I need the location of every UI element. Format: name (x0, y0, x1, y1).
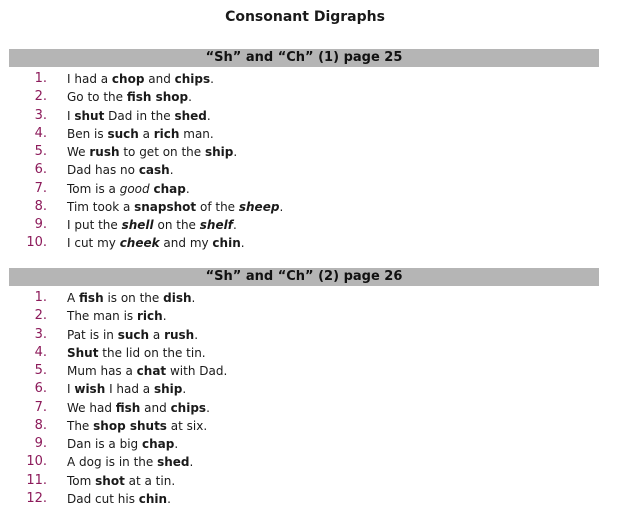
text-segment: I (67, 382, 75, 397)
text-segment: a (149, 327, 165, 342)
item-number: 2. (34, 308, 47, 324)
digraph-word: shelf (199, 218, 233, 232)
digraph-word: wish (74, 382, 106, 397)
list-item (9, 362, 599, 380)
text-segment: and my (159, 236, 213, 251)
text-segment: I cut my (67, 236, 120, 251)
item-number: 2. (34, 89, 47, 105)
item-number: 7. (34, 399, 47, 415)
digraph-word: shot (95, 473, 125, 488)
digraph-word: rush (89, 145, 120, 159)
sentence-text (67, 472, 175, 490)
digraph-word: chin (212, 236, 241, 251)
digraph-word: fish shop (126, 90, 189, 105)
sentence-text (67, 380, 186, 398)
sentence-text (67, 234, 245, 252)
text-segment: Go to the (67, 90, 127, 105)
digraph-word: shed (157, 455, 190, 470)
digraph-word: ship (204, 145, 234, 159)
text-segment: . (194, 327, 199, 342)
item-number: 12. (26, 490, 47, 506)
digraph-word: Shut (67, 345, 99, 360)
list-item (9, 472, 599, 490)
digraph-word: good (119, 181, 150, 196)
text-segment: . (182, 382, 187, 397)
digraph-word: shed (174, 108, 207, 123)
digraph-word: dish (163, 291, 192, 305)
digraph-word: chap (141, 437, 175, 451)
text-segment: . (162, 309, 167, 324)
text-segment: A (67, 291, 80, 305)
text-segment: . (185, 181, 190, 196)
digraph-word: snapshot (134, 199, 197, 214)
digraph-word: such (117, 327, 150, 342)
item-number: 11. (26, 472, 47, 488)
item-number: 8. (34, 198, 47, 214)
sentence-text (67, 107, 211, 125)
list-item (9, 326, 599, 344)
text-segment: . (174, 437, 179, 451)
list-item (9, 307, 599, 325)
text-segment: a (138, 126, 154, 141)
text-segment: We (67, 145, 90, 159)
text-segment: A dog is in the (67, 455, 158, 470)
text-segment: to get on the (119, 145, 205, 159)
sentence-text (67, 161, 174, 179)
text-segment: We had (67, 400, 116, 415)
sentence-text (67, 289, 195, 307)
text-segment: and (140, 400, 171, 415)
digraph-word: chips (170, 400, 207, 415)
text-segment: . (279, 199, 284, 214)
exercise-section-1 (9, 49, 599, 253)
text-segment: Dad in the (104, 108, 175, 123)
item-number: 9. (34, 436, 47, 451)
text-segment: at six. (166, 418, 208, 433)
digraph-word: sheep (238, 199, 280, 214)
list-item (9, 125, 599, 143)
text-segment: with Dad. (166, 364, 228, 378)
item-number: 8. (34, 417, 47, 433)
text-segment: Ben is (67, 126, 108, 141)
text-segment: . (232, 218, 237, 232)
list-item (9, 453, 599, 471)
text-segment: of the (196, 199, 239, 214)
section-header: “Sh” and “Ch” (1) page 25 (9, 49, 599, 67)
text-segment: The (67, 418, 94, 433)
sentence-text (67, 143, 237, 161)
text-segment: . (206, 400, 210, 415)
sentence-text (67, 180, 190, 198)
text-segment: Dad has no (67, 163, 139, 178)
list-item (9, 289, 599, 307)
item-number: 1. (34, 71, 47, 86)
text-segment: . (210, 72, 214, 86)
item-number: 3. (34, 107, 47, 123)
text-segment: The man is (67, 309, 137, 324)
item-number: 3. (34, 326, 47, 342)
digraph-word: chop (111, 72, 145, 86)
digraph-word: chap (153, 181, 186, 196)
list-item (9, 88, 599, 106)
list-item (9, 344, 599, 362)
text-segment: . (189, 455, 194, 470)
digraph-word: such (107, 126, 139, 141)
list-item (9, 417, 599, 435)
text-segment: I had a (67, 72, 112, 86)
list-item (9, 490, 599, 508)
text-segment: on the (153, 218, 200, 232)
sentence-text (67, 490, 171, 508)
list-item (9, 435, 599, 453)
text-segment: Mum has a (67, 364, 137, 378)
list-item (9, 107, 599, 125)
text-segment: . (167, 491, 171, 506)
text-segment: Tim took a (67, 199, 135, 214)
sentence-text (67, 453, 193, 471)
text-segment: and (144, 72, 175, 86)
digraph-word: shop shuts (93, 418, 167, 433)
item-number: 7. (34, 180, 47, 196)
text-segment: man. (179, 126, 214, 141)
section-header: “Sh” and “Ch” (2) page 26 (9, 268, 599, 286)
item-number: 6. (34, 381, 47, 397)
sentence-text (67, 399, 210, 417)
text-segment: . (188, 90, 192, 105)
item-number: 9. (34, 217, 47, 232)
digraph-word: rich (153, 126, 180, 141)
item-number: 6. (34, 162, 47, 178)
digraph-word: ship (153, 382, 183, 397)
item-number: 1. (34, 290, 47, 305)
item-number: 5. (34, 144, 47, 159)
sentence-text (67, 198, 283, 216)
page-title: Consonant Digraphs (225, 9, 385, 25)
list-item (9, 180, 599, 198)
sentence-text (67, 344, 206, 362)
text-segment: . (233, 145, 238, 159)
sentence-text (67, 307, 167, 325)
list-item (9, 216, 599, 234)
sentence-list (9, 70, 599, 253)
text-segment: . (206, 108, 211, 123)
text-segment: is on the (103, 291, 164, 305)
text-segment: Dad cut his (67, 491, 139, 506)
exercise-section-2 (9, 268, 599, 508)
digraph-word: chin (138, 491, 168, 506)
list-item (9, 234, 599, 252)
digraph-word: chat (136, 364, 167, 378)
item-number: 10. (26, 454, 47, 470)
digraph-word: rush (164, 327, 195, 342)
text-segment: at a tin. (124, 473, 176, 488)
text-segment: I put the (67, 218, 122, 232)
sentence-list (9, 289, 599, 508)
sentence-text (67, 125, 214, 143)
sentence-text (67, 70, 214, 88)
digraph-word: cheek (119, 236, 160, 251)
sentence-text (67, 88, 192, 106)
digraph-word: cash (138, 163, 170, 178)
text-segment: . (240, 236, 245, 251)
sentence-text (67, 216, 237, 234)
digraph-word: shell (121, 218, 154, 232)
list-item (9, 198, 599, 216)
digraph-word: rich (137, 309, 163, 324)
sentence-text (67, 326, 198, 344)
item-number: 10. (26, 235, 47, 251)
list-item (9, 399, 599, 417)
text-segment: the lid on the tin. (98, 345, 206, 360)
list-item (9, 70, 599, 88)
list-item (9, 143, 599, 161)
text-segment: . (169, 163, 174, 178)
digraph-word: chips (174, 72, 211, 86)
text-segment: Tom is a (67, 181, 120, 196)
text-segment: Tom (67, 473, 96, 488)
text-segment: Dan is a big (67, 437, 142, 451)
digraph-word: fish (115, 400, 141, 415)
item-number: 5. (34, 363, 47, 378)
sentence-text (67, 362, 227, 380)
list-item (9, 161, 599, 179)
list-item (9, 380, 599, 398)
text-segment: . (191, 291, 196, 305)
text-segment: Pat is in (67, 327, 118, 342)
sentence-text (67, 435, 178, 453)
item-number: 4. (34, 344, 47, 360)
sentence-text (67, 417, 207, 435)
digraph-word: shut (74, 108, 105, 123)
text-segment: I (67, 108, 75, 123)
text-segment: I had a (105, 382, 154, 397)
digraph-word: fish (79, 291, 104, 305)
item-number: 4. (34, 125, 47, 141)
